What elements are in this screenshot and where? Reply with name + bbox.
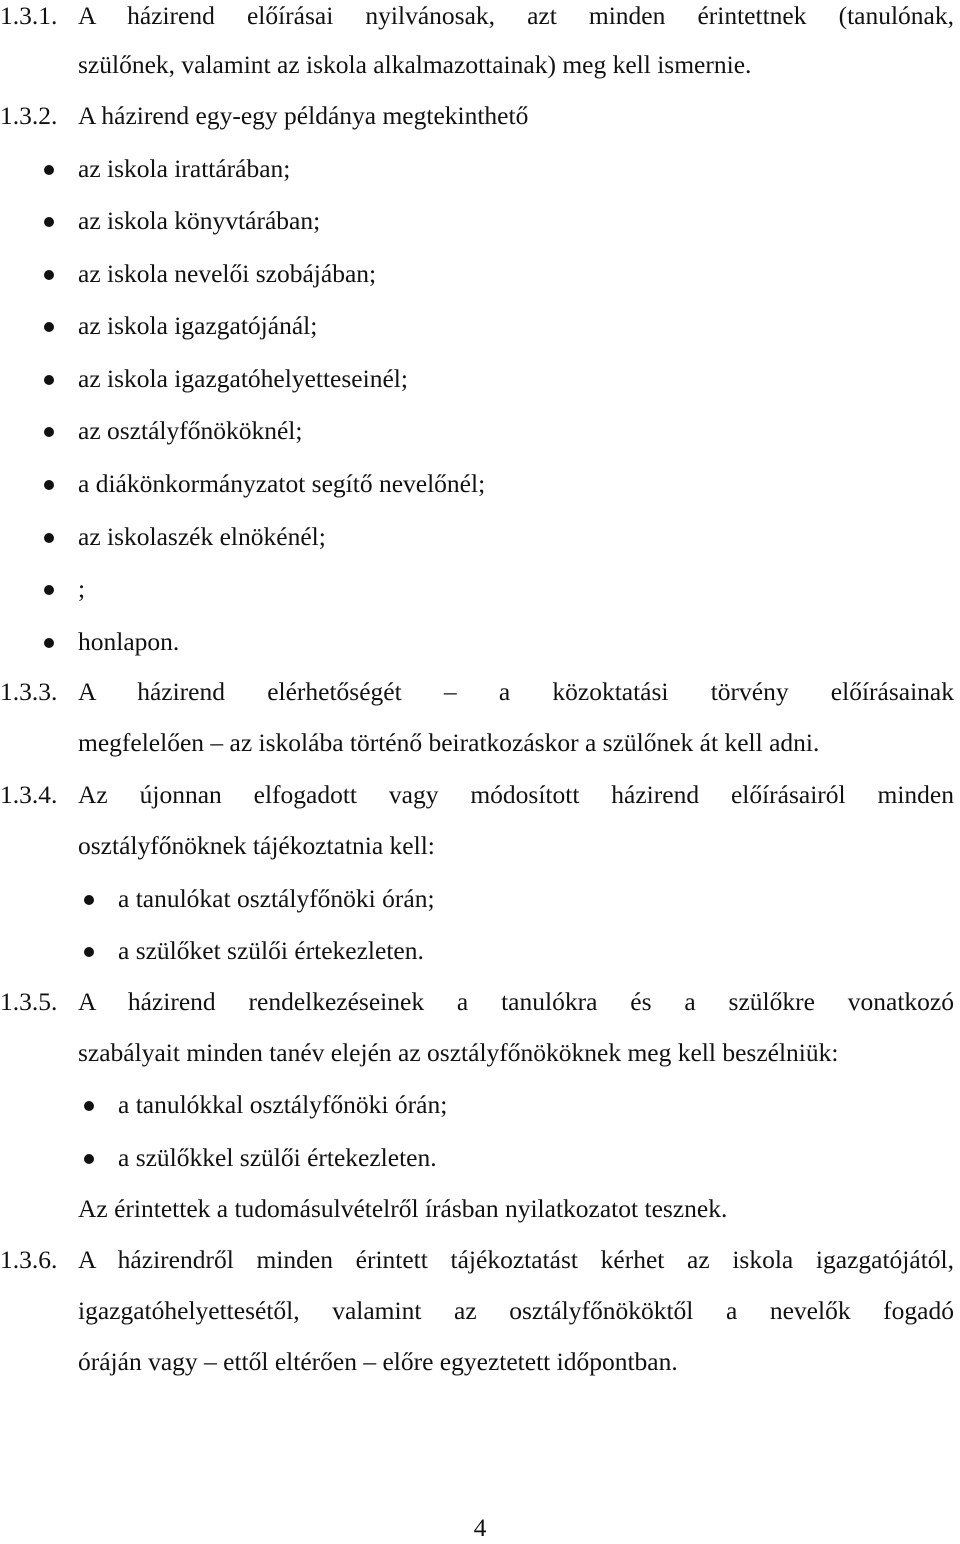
- bullet-icon: [44, 375, 54, 385]
- list-item: az iskola irattárában;: [78, 154, 291, 183]
- list-item: a szülőket szülői értekezleten.: [118, 936, 424, 965]
- section-1-3-3-line-1: A házirend elérhetőségét – a közoktatási törvény előírásainak: [78, 677, 954, 706]
- section-1-3-5-line-1: A házirend rendelkezéseinek a tanulókra és a szülőkre vonatkozó: [78, 987, 954, 1016]
- list-item: a tanulókat osztályfőnöki órán;: [118, 884, 435, 913]
- list-item: az iskola nevelői szobájában;: [78, 259, 377, 288]
- bullet-icon: [44, 270, 54, 280]
- section-1-3-4-line-1: Az újonnan elfogadott vagy módosított házirend előírásairól minden: [78, 780, 954, 809]
- list-item: a tanulókkal osztályfőnöki órán;: [118, 1090, 448, 1119]
- bullet-icon: [44, 427, 54, 437]
- bullet-icon: [84, 947, 94, 957]
- list-item: a diákönkormányzatot segítő nevelőnél;: [78, 469, 486, 498]
- bullet-icon: [44, 638, 54, 648]
- section-1-3-4-line-2: osztályfőnöknek tájékoztatnia kell:: [78, 831, 435, 860]
- list-item: ;: [78, 574, 86, 603]
- section-number-1-3-2: 1.3.2.: [0, 101, 58, 130]
- section-1-3-3-line-2: megfelelően – az iskolába történő beiratkozáskor a szülőnek át kell adni.: [78, 728, 820, 757]
- bullet-icon: [84, 1101, 94, 1111]
- list-item: a szülőkkel szülői értekezleten.: [118, 1143, 437, 1172]
- list-item: az osztályfőnököknél;: [78, 416, 303, 445]
- bullet-icon: [44, 480, 54, 490]
- section-1-3-6-line-3: óráján vagy – ettől eltérően – előre egyeztetett időpontban.: [78, 1347, 678, 1376]
- section-number-1-3-3: 1.3.3.: [0, 677, 58, 706]
- list-item: az iskolaszék elnökénél;: [78, 522, 326, 551]
- list-item: az iskola igazgatóhelyetteseinél;: [78, 364, 408, 393]
- bullet-icon: [44, 322, 54, 332]
- bullet-icon: [44, 533, 54, 543]
- bullet-icon: [84, 895, 94, 905]
- list-item: az iskola könyvtárában;: [78, 206, 321, 235]
- section-number-1-3-5: 1.3.5.: [0, 987, 58, 1016]
- section-1-3-1-line-1: A házirend előírásai nyilvánosak, azt minden érintettnek (tanulónak,: [78, 1, 954, 30]
- section-number-1-3-6: 1.3.6.: [0, 1245, 58, 1274]
- section-1-3-5-closing: Az érintettek a tudomásulvételről írásban nyilatkozatot tesznek.: [78, 1194, 728, 1223]
- bullet-icon: [44, 217, 54, 227]
- section-1-3-2-intro: A házirend egy-egy példánya megtekinthető: [78, 101, 529, 130]
- section-number-1-3-1: 1.3.1.: [0, 1, 58, 30]
- section-number-1-3-4: 1.3.4.: [0, 780, 58, 809]
- bullet-icon: [84, 1154, 94, 1164]
- section-1-3-6-line-1: A házirendről minden érintett tájékoztatást kérhet az iskola igazgatójától,: [78, 1245, 954, 1274]
- page-number: 4: [473, 1513, 487, 1542]
- bullet-icon: [44, 585, 54, 595]
- section-1-3-1-line-2: szülőnek, valamint az iskola alkalmazottainak) meg kell ismernie.: [78, 50, 752, 79]
- section-1-3-6-line-2: igazgatóhelyettesétől, valamint az osztályfőnököktől a nevelők fogadó: [78, 1296, 954, 1325]
- section-1-3-5-line-2: szabályait minden tanév elején az osztályfőnököknek meg kell beszélniük:: [78, 1038, 839, 1067]
- list-item: honlapon.: [78, 627, 180, 656]
- list-item: az iskola igazgatójánál;: [78, 311, 318, 340]
- bullet-icon: [44, 165, 54, 175]
